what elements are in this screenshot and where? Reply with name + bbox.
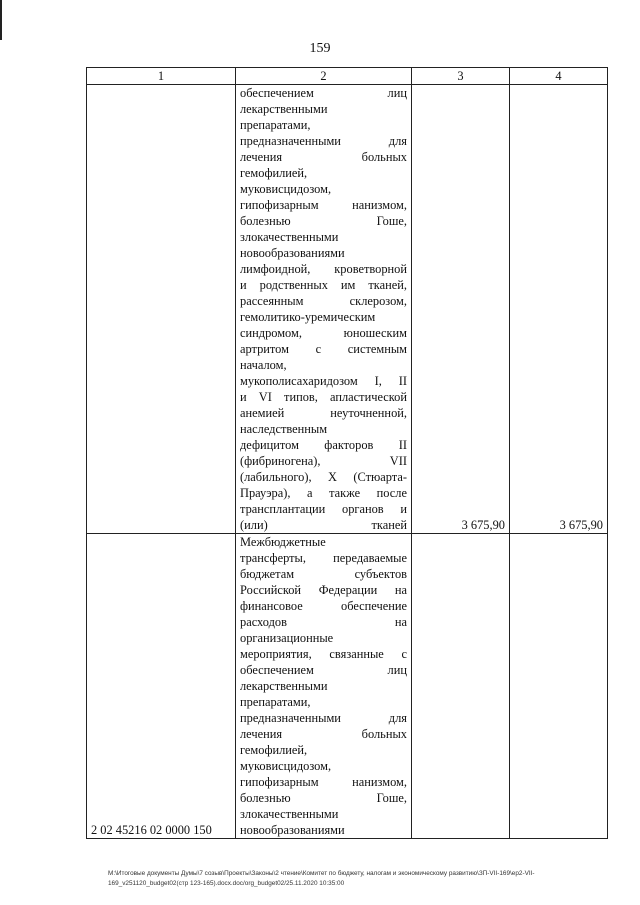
description-text bbox=[240, 85, 407, 533]
description-line: обеспечением лиц bbox=[240, 663, 407, 677]
description-line: бюджетам субъектов bbox=[240, 567, 407, 581]
description-line: лечения больных bbox=[240, 727, 407, 741]
description-line: предназначенными для bbox=[240, 134, 407, 148]
description-line: началом, bbox=[240, 358, 287, 372]
description-line: рассеянным склерозом, bbox=[240, 294, 407, 308]
description-line: гипофизарным нанизмом, bbox=[240, 198, 407, 212]
budget-code-cell: 2 02 45216 02 0000 150 bbox=[87, 534, 236, 839]
description-line: злокачественными bbox=[240, 230, 339, 244]
description-cell bbox=[236, 85, 412, 534]
description-cell bbox=[236, 534, 412, 839]
description-line: синдромом, юношеским bbox=[240, 326, 407, 340]
description-line: расходов на bbox=[240, 615, 407, 629]
table-header-row bbox=[87, 68, 608, 85]
footer-line: M:\Итоговые документы Думы\7 созыв\Проекты\Законы\2 чтение\Комитет по бюджету, налогам и экономическому развитию\ЗП-VII-169\ep2-VII- bbox=[108, 870, 535, 877]
amount-cell-col3: 3 675,90 bbox=[412, 85, 510, 534]
amount-cell-col4 bbox=[510, 534, 608, 839]
description-line: лечения больных bbox=[240, 150, 407, 164]
header-col-2: 2 bbox=[236, 68, 412, 85]
description-line: дефицитом факторов II bbox=[240, 438, 407, 452]
description-line: гемофилией, bbox=[240, 743, 308, 757]
description-line: болезнью Гоше, bbox=[240, 791, 407, 805]
budget-table bbox=[86, 67, 608, 839]
description-line: финансовое обеспечение bbox=[240, 599, 407, 613]
file-path-footer bbox=[108, 869, 628, 889]
description-line: (или) тканей bbox=[240, 518, 407, 532]
description-line: злокачественными bbox=[240, 807, 339, 821]
amount-cell-col4: 3 675,90 bbox=[510, 85, 608, 534]
description-line: артритом с системным bbox=[240, 342, 407, 356]
budget-code-cell bbox=[87, 85, 236, 534]
header-col-3: 3 bbox=[412, 68, 510, 85]
description-line: гемолитико-уремическим bbox=[240, 310, 376, 324]
description-line: новообразованиями bbox=[240, 823, 345, 837]
description-line: муковисцидозом, bbox=[240, 759, 332, 773]
footer-line: 169_v251120_budget02(стр 123-165).docx.doc/org_budget02/25.11.2020 10:35:00 bbox=[108, 880, 345, 887]
description-line: Прауэра), а также после bbox=[240, 486, 407, 500]
description-line: анемией неуточненной, bbox=[240, 406, 407, 420]
page-number: 159 bbox=[309, 41, 331, 56]
description-line: болезнью Гоше, bbox=[240, 214, 407, 228]
description-line: (лабильного), X (Стюарта- bbox=[240, 470, 407, 484]
header-col-1: 1 bbox=[87, 68, 236, 85]
description-line: мукополисахаридозом I, II bbox=[240, 374, 407, 388]
description-line: трансферты, передаваемые bbox=[240, 551, 407, 565]
description-line: организационные bbox=[240, 631, 334, 645]
description-line: лимфоидной, кроветворной bbox=[240, 262, 407, 276]
description-line: обеспечением лиц bbox=[240, 86, 407, 100]
description-line: гемофилией, bbox=[240, 166, 308, 180]
description-line: препаратами, bbox=[240, 118, 311, 132]
description-line: лекарственными bbox=[240, 679, 328, 693]
description-line: наследственным bbox=[240, 422, 328, 436]
description-line: предназначенными для bbox=[240, 711, 407, 725]
description-line: муковисцидозом, bbox=[240, 182, 332, 196]
description-line: и родственных им тканей, bbox=[240, 278, 407, 292]
description-line: лекарственными bbox=[240, 102, 328, 116]
table-row bbox=[87, 85, 608, 534]
description-line: (фибриногена), VII bbox=[240, 454, 407, 468]
description-line: гипофизарным нанизмом, bbox=[240, 775, 407, 789]
description-line: мероприятия, связанные с bbox=[240, 647, 407, 661]
table-row bbox=[87, 534, 608, 839]
description-line: трансплантации органов и bbox=[240, 502, 407, 516]
description-line: Российской Федерации на bbox=[240, 583, 407, 597]
description-text bbox=[240, 534, 407, 838]
description-line: препаратами, bbox=[240, 695, 311, 709]
amount-cell-col3 bbox=[412, 534, 510, 839]
description-line: новообразованиями bbox=[240, 246, 345, 260]
header-col-4: 4 bbox=[510, 68, 608, 85]
description-line: и VI типов, апластической bbox=[240, 390, 407, 404]
scan-edge-mark bbox=[0, 0, 2, 40]
description-line: Межбюджетные bbox=[240, 535, 326, 549]
